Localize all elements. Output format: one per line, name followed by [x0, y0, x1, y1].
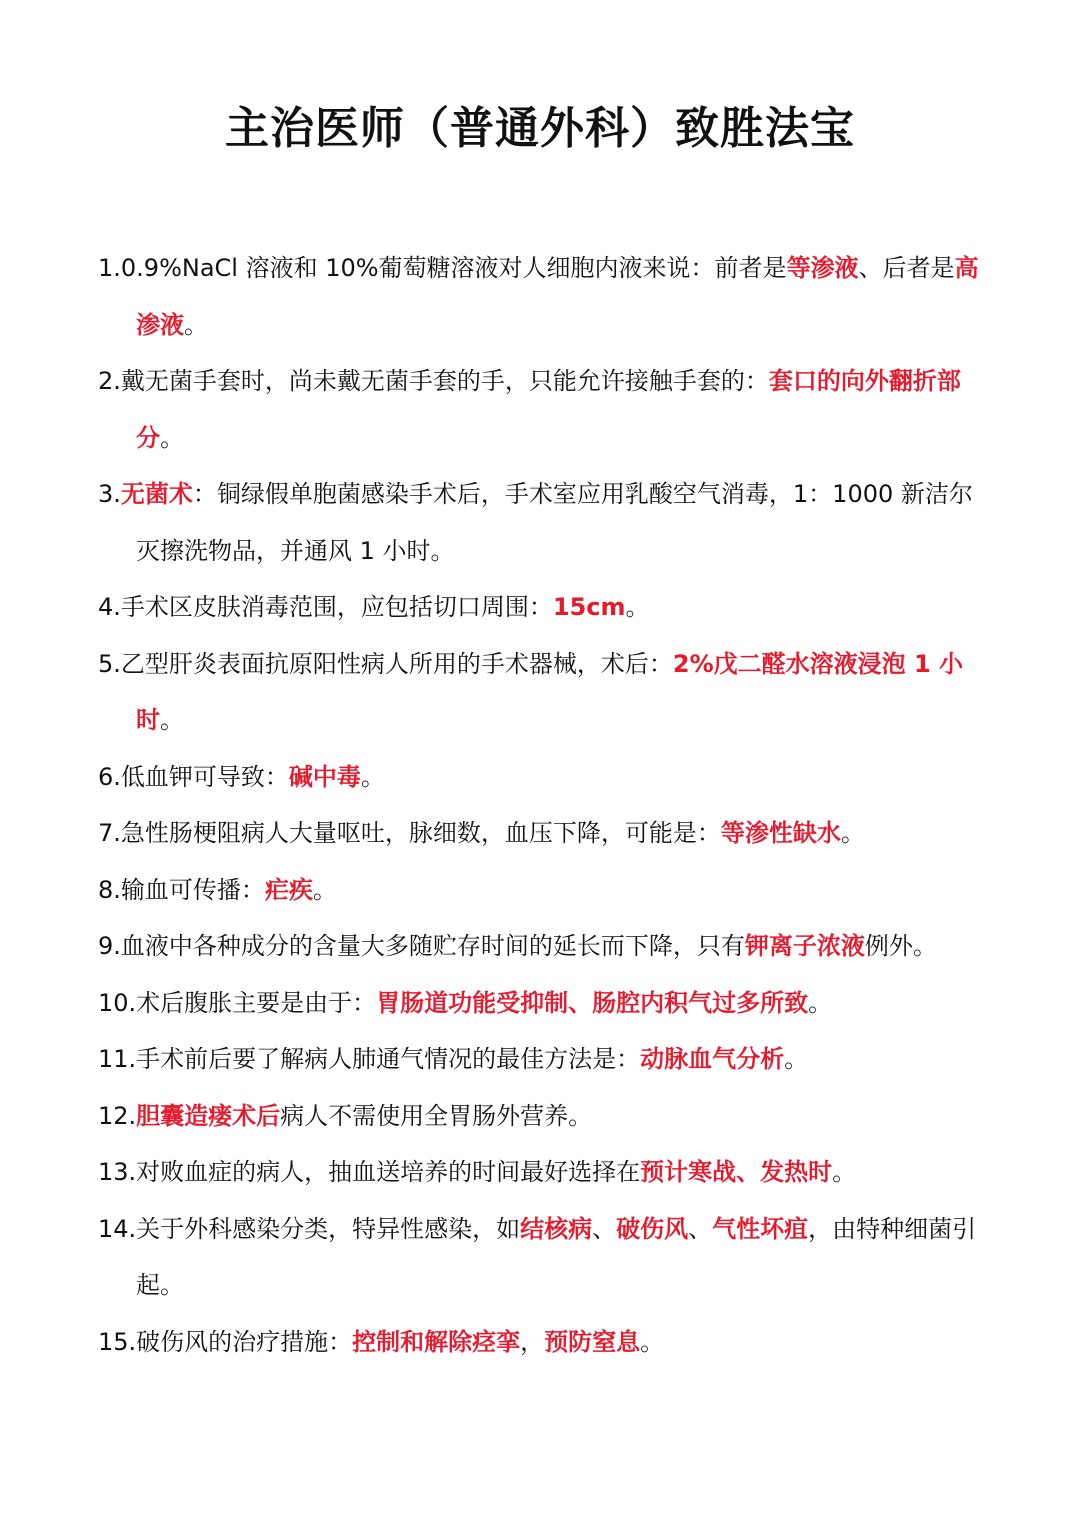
item-text: 8.输血可传播：: [98, 875, 265, 904]
list-item: [98, 240, 988, 353]
highlighted-answer: 碱中毒: [288, 762, 361, 791]
list-item: [98, 1314, 988, 1371]
highlighted-answer: 胃肠道功能受抑制、肠腔内积气过多所致: [376, 988, 809, 1017]
list-item: [98, 353, 988, 466]
item-text: 15.破伤风的治疗措施：: [98, 1327, 353, 1356]
item-text: 。: [784, 1045, 809, 1073]
item-text: 。: [840, 819, 865, 847]
item-text: 。: [832, 1158, 857, 1186]
item-text: 、: [592, 1214, 617, 1243]
highlighted-answer: 胆囊造瘘术后: [136, 1101, 281, 1130]
item-text: 。: [160, 706, 184, 734]
list-item: [98, 579, 988, 636]
page-title: 主治医师（普通外科）致胜法宝: [225, 103, 855, 154]
highlighted-answer: 破伤风: [616, 1214, 689, 1243]
highlighted-answer: 等渗性缺水: [720, 819, 841, 847]
list-item: [98, 1088, 988, 1145]
item-text: 例外。: [864, 932, 937, 960]
item-text: 13.对败血症的病人，抽血送培养的时间最好选择在: [98, 1158, 641, 1186]
highlighted-answer: 动脉血气分析: [640, 1045, 785, 1073]
list-item: [98, 805, 988, 862]
item-text: 。: [625, 593, 650, 621]
item-text: 。: [808, 988, 833, 1017]
list-item: [98, 1144, 988, 1201]
item-text: 5.乙型肝炎表面抗原阳性病人所用的手术器械，术后：: [98, 649, 673, 678]
highlighted-answer: 2%戊二醛水溶液浸泡 1 小时: [136, 649, 964, 734]
item-text: 12.: [98, 1101, 137, 1130]
item-text: 2.戴无菌手套时，尚未戴无菌手套的手，只能允许接触手套的：: [98, 367, 769, 395]
highlighted-answer: 结核病: [520, 1214, 593, 1243]
item-text: ，: [520, 1327, 545, 1356]
list-item: [98, 1031, 988, 1088]
item-text: 4.手术区皮肤消毒范围，应包括切口周围：: [98, 593, 553, 621]
list-item: [98, 466, 988, 579]
item-text: 3.: [98, 480, 121, 508]
item-text: 7.急性肠梗阻病人大量呕吐，脉细数，血压下降，可能是：: [98, 819, 721, 847]
highlighted-answer: 控制和解除痉挛: [352, 1327, 521, 1356]
item-text: 10.术后腹胀主要是由于：: [98, 988, 377, 1017]
item-text: 。: [360, 762, 385, 791]
item-text: 9.血液中各种成分的含量大多随贮存时间的延长而下降，只有: [98, 932, 745, 960]
highlighted-answer: 无菌术: [120, 480, 193, 508]
item-text: 。: [640, 1327, 665, 1356]
item-text: 1.0.9%NaCl 溶液和 10%葡萄糖溶液对人细胞内液来说：前者是: [98, 254, 787, 282]
item-text: 11.手术前后要了解病人肺通气情况的最佳方法是：: [98, 1045, 641, 1073]
item-text: 。: [184, 310, 208, 339]
list-item: [98, 1201, 988, 1314]
item-text: 14.关于外科感染分类，特异性感染，如: [98, 1214, 521, 1243]
knowledge-list: [98, 240, 988, 1370]
highlighted-answer: 气性坏疽: [712, 1214, 809, 1243]
highlighted-answer: 疟疾: [264, 875, 313, 904]
item-text: 、后者是: [858, 254, 955, 282]
list-item: [98, 636, 988, 749]
highlighted-answer: 钾离子浓液: [744, 932, 865, 960]
item-text: 6.低血钾可导致：: [98, 762, 289, 791]
highlighted-answer: 套口的向外翻折部分: [136, 367, 961, 452]
highlighted-answer: 预防窒息: [544, 1327, 641, 1356]
list-item: [98, 862, 988, 919]
highlighted-answer: 等渗液: [786, 254, 859, 282]
list-item: [98, 749, 988, 806]
list-item: [98, 975, 988, 1032]
list-item: [98, 918, 988, 975]
item-text: ，由特种细菌引起。: [136, 1214, 977, 1299]
highlighted-answer: 高渗液: [136, 254, 979, 339]
item-text: ：铜绿假单胞菌感染手术后，手术室应用乳酸空气消毒，1：1000 新洁尔灭擦洗物品，并通风 1 小时。: [136, 480, 973, 565]
highlighted-answer: 预计寒战、发热时: [640, 1158, 833, 1186]
item-text: 。: [160, 423, 184, 452]
item-text: 。: [312, 875, 337, 904]
item-text: 病人不需使用全胃肠外营养。: [280, 1101, 593, 1130]
highlighted-answer: 15cm: [552, 593, 626, 621]
item-text: 、: [688, 1214, 713, 1243]
